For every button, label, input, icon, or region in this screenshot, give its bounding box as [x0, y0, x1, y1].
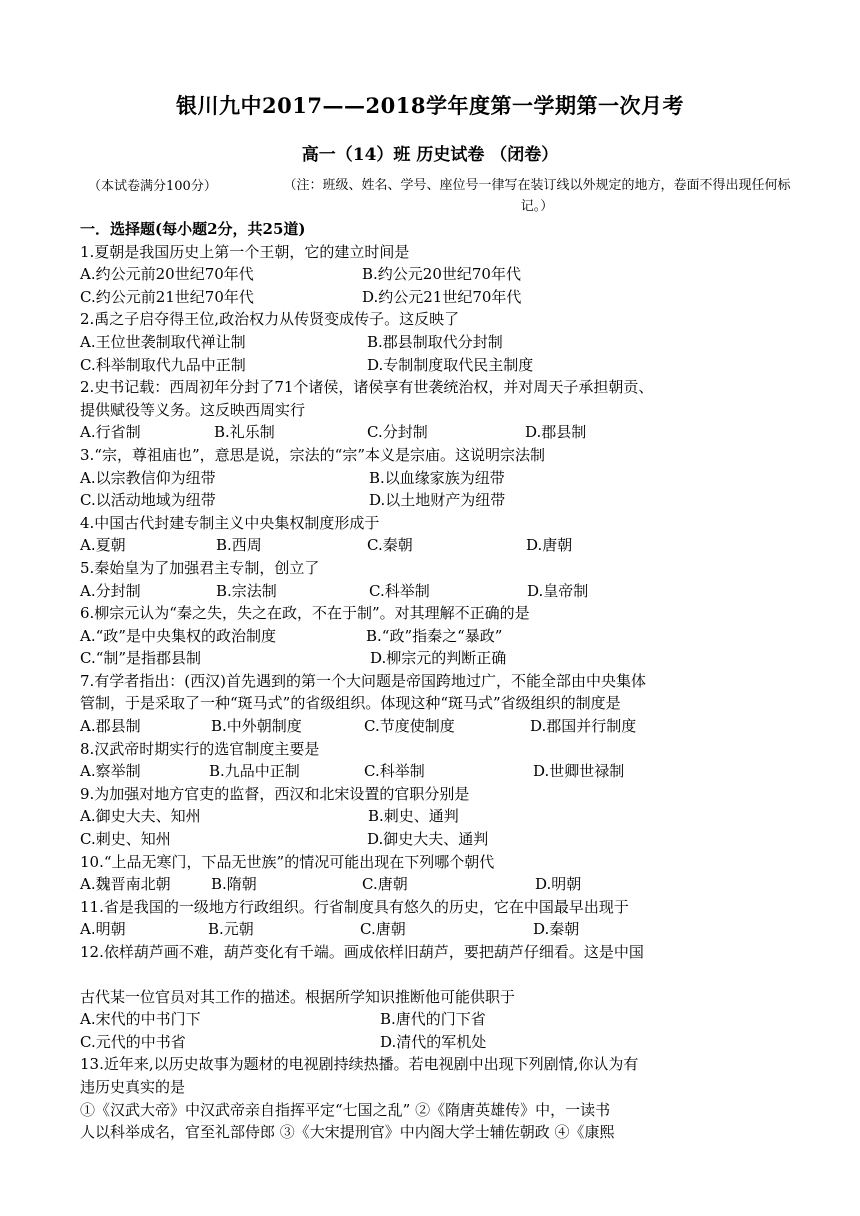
option-row	[80, 489, 800, 512]
option-row	[80, 286, 800, 309]
question-list	[80, 218, 800, 1144]
option-d[interactable]: D.柳宗元的判断正确	[370, 649, 507, 668]
option-a[interactable]: A.御史大夫、知州	[80, 807, 201, 826]
option-a[interactable]: A.行省制	[80, 423, 141, 442]
option-d[interactable]: D.专制制度取代民主制度	[367, 355, 534, 374]
question-stem: 3.“宗，尊祖庙也”，意思是说，宗法的“宗”本义是宗庙。这说明宗法制	[80, 445, 545, 464]
option-c[interactable]: C.元代的中书省	[80, 1032, 186, 1051]
option-d[interactable]: D.以土地财产为纽带	[369, 491, 506, 510]
option-row	[80, 918, 800, 941]
option-d[interactable]: D.明朝	[535, 875, 582, 894]
question-stem: 1.夏朝是我国历史上第一个王朝，它的建立时间是	[80, 242, 410, 261]
option-d[interactable]: D.郡县制	[525, 423, 587, 442]
question-stem: 管制，于是采取了一种“斑马式”的省级组织。体现这种“斑马式”省级组织的制度是	[80, 694, 621, 713]
option-c[interactable]: C.以活动地域为纽带	[80, 491, 216, 510]
option-row	[80, 873, 800, 896]
option-row	[80, 354, 800, 377]
question-stem: 10.“上品无寒门，下品无世族”的情况可能出现在下列哪个朝代	[80, 852, 495, 871]
exam-title: 银川九中2017——2018学年度第一学期第一次月考	[176, 93, 684, 118]
option-row	[80, 534, 800, 557]
option-b[interactable]: B.唐代的门下省	[380, 1010, 486, 1029]
question-stem: 9.为加强对地方官吏的监督，西汉和北宋设置的官职分别是	[80, 784, 470, 803]
option-d[interactable]: D.唐朝	[526, 536, 573, 555]
option-b[interactable]: B.礼乐制	[214, 423, 275, 442]
option-b[interactable]: B.隋朝	[211, 875, 257, 894]
option-c[interactable]: C.唐朝	[362, 875, 408, 894]
question-stem: ①《汉武大帝》中汉武帝亲自指挥平定“七国之乱” ②《隋唐英雄传》中，一读书	[80, 1100, 611, 1119]
option-c[interactable]: C.科举制	[369, 581, 430, 600]
option-b[interactable]: B.刺史、通判	[368, 807, 459, 826]
option-a[interactable]: A.魏晋南北朝	[80, 875, 171, 894]
option-a[interactable]: A.“政”是中央集权的政治制度	[80, 626, 276, 645]
option-a[interactable]: A.王位世袭制取代禅让制	[80, 332, 246, 351]
option-d[interactable]: D.皇帝制	[527, 581, 589, 600]
question-stem: 违历史真实的是	[80, 1077, 186, 1096]
question-stem: 4.中国古代封建专制主义中央集权制度形成于	[80, 513, 380, 532]
option-c[interactable]: C.科举制	[364, 762, 425, 781]
question-stem: 古代某一位官员对其工作的描述。根据所学知识推断他可能供职于	[80, 987, 516, 1006]
option-row	[80, 580, 800, 603]
question-stem: 8.汉武帝时期实行的选官制度主要是	[80, 739, 320, 758]
question-stem: 人以科举成名，官至礼部侍郎 ③《大宋提刑官》中内阁大学士辅佐朝政 ④《康熙	[80, 1123, 615, 1142]
option-b[interactable]: B.西周	[216, 536, 262, 555]
score-note: （本试卷满分100分）	[88, 179, 217, 194]
option-row	[80, 263, 800, 286]
option-b[interactable]: B.“政”指秦之“暴政”	[366, 626, 503, 645]
option-c[interactable]: C.唐朝	[360, 920, 406, 939]
blank-gap	[80, 964, 800, 986]
option-row	[80, 331, 800, 354]
option-d[interactable]: D.世卿世禄制	[533, 762, 625, 781]
option-row	[80, 467, 800, 490]
option-row	[80, 828, 800, 851]
option-d[interactable]: D.郡国并行制度	[530, 717, 637, 736]
section-title: 一．选择题(每小题2分，共25道)	[80, 220, 306, 238]
option-d[interactable]: D.约公元21世纪70年代	[362, 287, 522, 306]
option-row	[80, 421, 800, 444]
option-c[interactable]: C.分封制	[367, 423, 428, 442]
option-row	[80, 625, 800, 648]
question-stem: 2.禹之子启夺得王位,政治权力从传贤变成传子。这反映了	[80, 310, 460, 329]
option-c[interactable]: C.“制”是指郡县制	[80, 649, 202, 668]
question-stem: 6.柳宗元认为“秦之失，失之在政，不在于制”。对其理解不正确的是	[80, 604, 530, 623]
option-d[interactable]: D.秦朝	[533, 920, 580, 939]
option-c[interactable]: C.节度使制度	[364, 717, 455, 736]
option-b[interactable]: B.以血缘家族为纽带	[369, 468, 505, 487]
question-stem: 11.省是我国的一级地方行政组织。行省制度具有悠久的历史，它在中国最早出现于	[80, 897, 629, 916]
option-a[interactable]: A.约公元前20世纪70年代	[80, 265, 254, 284]
question-stem: 13.近年来,以历史故事为题材的电视剧持续热播。若电视剧中出现下列剧情,你认为有	[80, 1055, 639, 1074]
option-c[interactable]: C.刺史、知州	[80, 830, 171, 849]
option-d[interactable]: D.清代的军机处	[380, 1032, 487, 1051]
option-b[interactable]: B.九品中正制	[209, 762, 300, 781]
option-b[interactable]: B.元朝	[208, 920, 254, 939]
option-b[interactable]: B.宗法制	[216, 581, 277, 600]
option-b[interactable]: B.郡县制取代分封制	[367, 332, 503, 351]
option-row	[80, 805, 800, 828]
option-a[interactable]: A.察举制	[80, 762, 141, 781]
option-a[interactable]: A.分封制	[80, 581, 141, 600]
question-stem: 5.秦始皇为了加强君主专制，创立了	[80, 558, 320, 577]
option-a[interactable]: A.宋代的中书门下	[80, 1010, 201, 1029]
option-b[interactable]: B.约公元20世纪70年代	[362, 265, 521, 284]
option-a[interactable]: A.明朝	[80, 920, 126, 939]
option-row	[80, 760, 800, 783]
question-stem: 2.史书记载：西周初年分封了71个诸侯，诸侯享有世袭统治权，并对周天子承担朝贡、	[80, 378, 654, 397]
option-b[interactable]: B.中外朝制度	[211, 717, 302, 736]
question-stem: 提供赋役等义务。这反映西周实行	[80, 400, 306, 419]
option-c[interactable]: C.科举制取代九品中正制	[80, 355, 246, 374]
option-row	[80, 647, 800, 670]
option-row	[80, 1031, 800, 1054]
option-c[interactable]: C.秦朝	[367, 536, 413, 555]
option-a[interactable]: A.夏朝	[80, 536, 126, 555]
option-a[interactable]: A.以宗教信仰为纽带	[80, 468, 216, 487]
question-stem: 12.依样葫芦画不难，葫芦变化有千端。画成依样旧葫芦，要把葫芦仔细看。这是中国	[80, 943, 644, 961]
option-a[interactable]: A.郡县制	[80, 717, 141, 736]
option-d[interactable]: D.御史大夫、通判	[367, 830, 489, 849]
option-c[interactable]: C.约公元前21世纪70年代	[80, 287, 254, 306]
option-row	[80, 715, 800, 738]
option-row	[80, 1008, 800, 1031]
exam-subtitle: 高一（14）班 历史试卷 （闭卷）	[301, 145, 559, 165]
question-stem: 7.有学者指出：(西汉)首先遇到的第一个大问题是帝国跨地过广，不能全部由中央集体	[80, 671, 647, 690]
instructions-note: （注：班级、姓名、学号、座位号一律写在装订线以外规定的地方，卷面不得出现任何标记。）	[283, 178, 791, 214]
